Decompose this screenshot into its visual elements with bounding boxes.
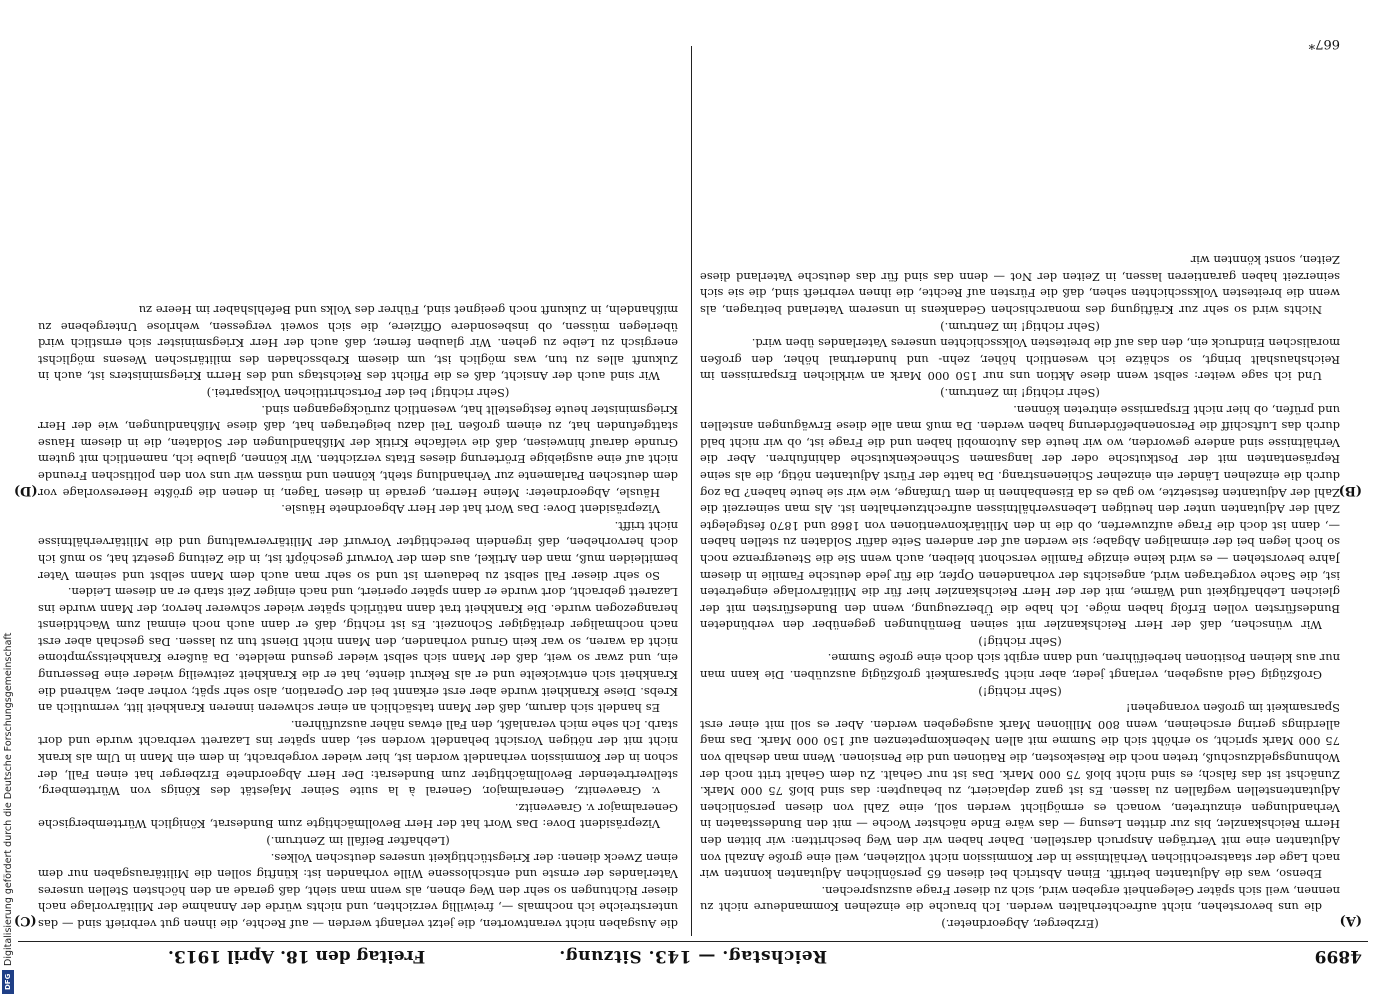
page-header <box>18 941 1368 968</box>
interjection: (Sehr richtig!) <box>978 634 1062 649</box>
interjection: (Sehr richtig! im Zentrum.) <box>940 386 1100 400</box>
signature-mark: 667* <box>1308 36 1340 51</box>
interjection: (Sehr richtig! im Zentrum.) <box>940 319 1100 334</box>
page-number: 4899 <box>1314 946 1362 966</box>
paragraph: die Ausgaben nicht verantworten, die jetzt verlangt werden — auf Rechte, die ihnen gut verbrieft sind — das unterstreiche ich nochmals —, freiwillig verzichten, und nichts würde der Annahme der Militärvorlage nach dieser Richtungen so sehr den Weg ebnen, als wenn man sieht, daß gerade an den höchsten Stellen unseres Vaterlandes der ernste und entschlossene Wille vorhanden ist: künftig sollen die Militärausgaben nur dem einen Zweck dienen: der Kriegstüchtigkeit unseres deutschen Volkes. <box>38 850 678 931</box>
margin-mark-b: (B) <box>1338 483 1362 498</box>
column-divider <box>691 46 692 936</box>
dfg-logo-icon: DFG <box>2 970 14 994</box>
printed-page <box>14 36 1368 968</box>
paragraph: Wir sind auch der Ansicht, daß es die Pflicht des Reichstags und des Herrn Kriegsministers ist, auch in Zukunft alles zu tun, was möglich ist, um diesem Krebsschaden des militärischen Wesens möglichst energisch zu Leibe zu gehen. Wir glauben ferner, daß auch der Herr Kriegsminister sich ernstlich wird überlegen müssen, ob insbesondere Offiziere, die sich soweit vergessen, wehrlose Untergebene zu mißhandeln, in Zukunft noch geeignet sind, Führer des Volks und Befehlshaber im Heere zu <box>38 303 678 384</box>
paragraph: v. Graevenitz, Generalmajor, General à la suite Seiner Majestät des Königs von Württemberg, stellvertretender Bevollmächtigter zum Bundesrat: Der Herr Abgeordnete Erzberger hat einen Fall, der schon in der Kommission verhandelt worden ist, hier wieder vorgebracht, in dem ein Mann in Ulm als krank nicht mit der nötigen Vorsicht behandelt worden sei, dann später ins Lazarett verbracht wurde und dort starb. Ich sehe mich veranlaßt, den Fall etwas näher auszuführen. <box>38 717 678 799</box>
paragraph: Großzügig Geld ausgeben, verlangt jeder, aber nicht Sparsamkeit großzügig auszuüben. Die kann man nur aus kleinen Positionen herbeiführen, und dann ergibt sich doch eine große Summe. <box>700 651 1340 683</box>
dfg-credit-text: Digitalisierung gefördert durch die Deutsche Forschungsgemeinschaft <box>3 632 14 966</box>
interjection: (Sehr richtig!) <box>978 684 1062 699</box>
paragraph: Häusle, Abgeordneter: Meine Herren, gerade in diesen Tagen, in denen die größte Heeresvorlage vor dem deutschen Parlamente zur Verhandlung steht, können und müssen wir uns von den politischen Freunde nicht auf eine ausgiebige Erörterung dieses Etats verzichten. Wir können, glaube ich, namentlich mit gutem Grunde darauf hinweisen, daß die vielfache Kritik der Mißhandlungen der Soldaten, die in diesem Hause stattgefunden hat, zu einem großen Teil dazu beigetragen hat, daß diese Mißhandlungen, wie der Herr Kriegsminister heute festgestellt hat, wesentlich zurückgegangen sind. <box>38 402 678 500</box>
interjection: (Lebhafter Beifall im Zentrum.) <box>266 834 450 849</box>
paragraph: Vizepräsident Dove: Das Wort hat der Herr Abgeordnete Häusle. <box>281 502 660 517</box>
paragraph: Nichts wird so sehr zur Kräftigung des monarchischen Gedankens in unserem Vaterland beitragen, als wenn die breitesten Volksschichten sehen, daß die Fürsten auf Rechte, die ihnen verbrieft sind, die sie sich seinerzeit haben garantieren lassen, in Zeiten der Not — denn das sind für das deutsche Vaterland diese Zeiten, sonst könnten wir <box>700 253 1340 318</box>
margin-mark-a: (A) <box>1339 913 1362 928</box>
paragraph: So sehr dieser Fall selbst zu bedauern ist und so sehr man auch dem Mann selbst und seinem Vater bemitleiden muß, man den Artikel, aus dem der Vorwurf geschöpft ist, in die Zeitung gesetzt hat, so muß ich doch hervorheben, daß irgendein berechtigter Vorwurf der Militärverwaltung und die Militärverhältnisse nicht trifft. <box>38 518 678 583</box>
paragraph: Wir wünschen, daß der Herr Reichskanzler mit seinen Bemühungen gegenüber den verbündeten Bundesfürsten vollen Erfolg haben möge. Ich habe die Überzeugung, wenn den Bundesfürsten mit der gleichen Lebhaftigkeit und Wärme, mit der der Herr Reichskanzler hier für die Militärvorlage eingetreten ist, die Sache vorgetragen wird, angesichts der vorhandenen Opfer, die für jede deutsche Familie in diesem Jahre bevorstehen — es wird keine einzige Familie verschont bleiben, auch wenn Sie die Steuergrenze noch so hoch legen bei der einmaligen Abgabe; sie werden auf der anderen Seite dafür Soldaten zu stellen haben —, dann ist doch die Frage aufzuwerfen, ob die in den Militärkonventionen von 1868 und 1870 festgelegte Zahl der Adjutanten unter den heutigen Lebensverhältnissen aufrechtzuerhalten ist. Als man seinerzeit die Zahl der Adjutanten festsetzte, wo gab es da Eisenbahnen in dem Umfange, wie wir sie heute haben? Da zog durch die einzelnen Länder ein einzelner Schienenstrang. Da hatte der Fürst Adjutanten nötig, die als seine Repräsentanten mit der Postkutsche oder der langsamen Schneckenkutsche dahinfuhren. Aber die Verhältnisse sind andere geworden, wo wir heute das Automobil haben und die Frage ist, ob wir nicht bald durch das Luftschiff die Personenbeförderung haben werden. Da muß man alle diese Erwägungen anstellen und prüfen, ob hier nicht Ersparnisse eintreten können. <box>700 402 1340 633</box>
paragraph: Es handelt sich darum, daß der Mann tatsächlich an einer schweren inneren Krankheit litt, vermutlich an Krebs. Diese Krankheit wurde aber erst erkannt bei der Operation, also sehr spät; vorher aber, während die Krankheit sich entwickelte und er als Rekrut diente, hat er die Krankheit zeitweilig wieder eine Besserung ein, und zwar so weit, daß der Mann sich selbst wieder gesund meldete. Da äußere Krankheitssymptome nicht da waren, so war kein Grund vorhanden, den Mann nicht Dienst tun zu lassen. Das geschah aber erst nach nochmaliger dreitägiger Schonzeit. Es ist richtig, daß er dann auch noch einmal zum Wachtdienst herangezogen wurde. Die Krankheit trat dann natürlich später wieder schwerer hervor, der Mann wurde ins Lazarett gebracht, dort wurde er dann später operiert, und nach einiger Zeit starb er an diesem Leiden. <box>38 585 678 716</box>
speaker-note: (Erzberger, Abgeordneter.) <box>941 917 1099 931</box>
session-title: Reichstag. — 143. Sitzung. <box>558 946 828 966</box>
paragraph: die uns bevorstehen, nicht aufrechterhalten werden. Ich brauche die einzelnen Kommandeure nicht zu nennen, weil sich später Gelegenheit ergeben wird, sich zu dieser Frage auszusprechen. <box>700 883 1340 915</box>
margin-mark-c: (C) <box>14 913 37 928</box>
paragraph: Ebenso, was die Adjutanten betrifft. Einen Abstrich bei diesen 65 persönlichen Adjutanten konnten wir nach Lage der staatsrechtlichen Verhältnisse in der Kommission nicht vollziehen, weil eine große Anzahl von Adjutanten eine mit Verträgen Anspruch darstellen. Daher haben wir den Weg beschritten: wir bitten den Herrn Reichskanzler, bis zur dritten Lesung — das wäre Ende nächster Woche — mit den Bundesstaaten in Verhandlungen einzutreten, wonach es ermöglicht werden soll, eine Zahl von diesen persönlichen Adjutantenstellen wegfallen zu lassen. Es ist ganz deplaciert, zu behaupten: das sind bloß 75 000 Mark. Zunächst ist das falsch; es sind nicht bloß 75 000 Mark. Das ist nur Gehalt. Zu dem Gehalt tritt noch der Wohnungsgeldzuschuß, treten noch die Reisekosten, die Rationen und die Pensionen. Wenn man deshalb von 75 000 Mark spricht, so erhöht sich die Summe mit allen Nebenkompetenzen auf 150 000 Mark. Das mag allerdings gering erscheinen, wenn 800 Millionen Mark ausgegeben werden. Aber es soll mit einer erst Sparsamkeit im großen vorangehen! <box>700 701 1340 882</box>
session-date: Freitag den 18. April 1913. <box>168 946 426 966</box>
interjection: (Sehr richtig! bei der Fortschrittlichen Volkspartei.) <box>206 386 510 400</box>
margin-mark-d: (D) <box>14 483 38 498</box>
digitization-credit-strip <box>0 0 16 1000</box>
paragraph: Und ich sage weiter: selbst wenn diese Aktion uns nur 150 000 Mark an wirklichen Ersparnissen im Reichshaushalt bringt, so schätze ich wesentlich höher, zehn- und hundertmal höher, den großen moralischen Eindruck ein, den das auf die breitesten Volksschichten unseres Vaterlandes üben wird. <box>700 336 1340 384</box>
paragraph: Vizepräsident Dove: Das Wort hat der Herr Bevollmächtigte zum Bundesrat, Königlich Württembergische Generalmajor v. Graevenitz. <box>38 800 678 832</box>
right-text-column <box>38 52 678 932</box>
left-text-column <box>700 52 1340 932</box>
